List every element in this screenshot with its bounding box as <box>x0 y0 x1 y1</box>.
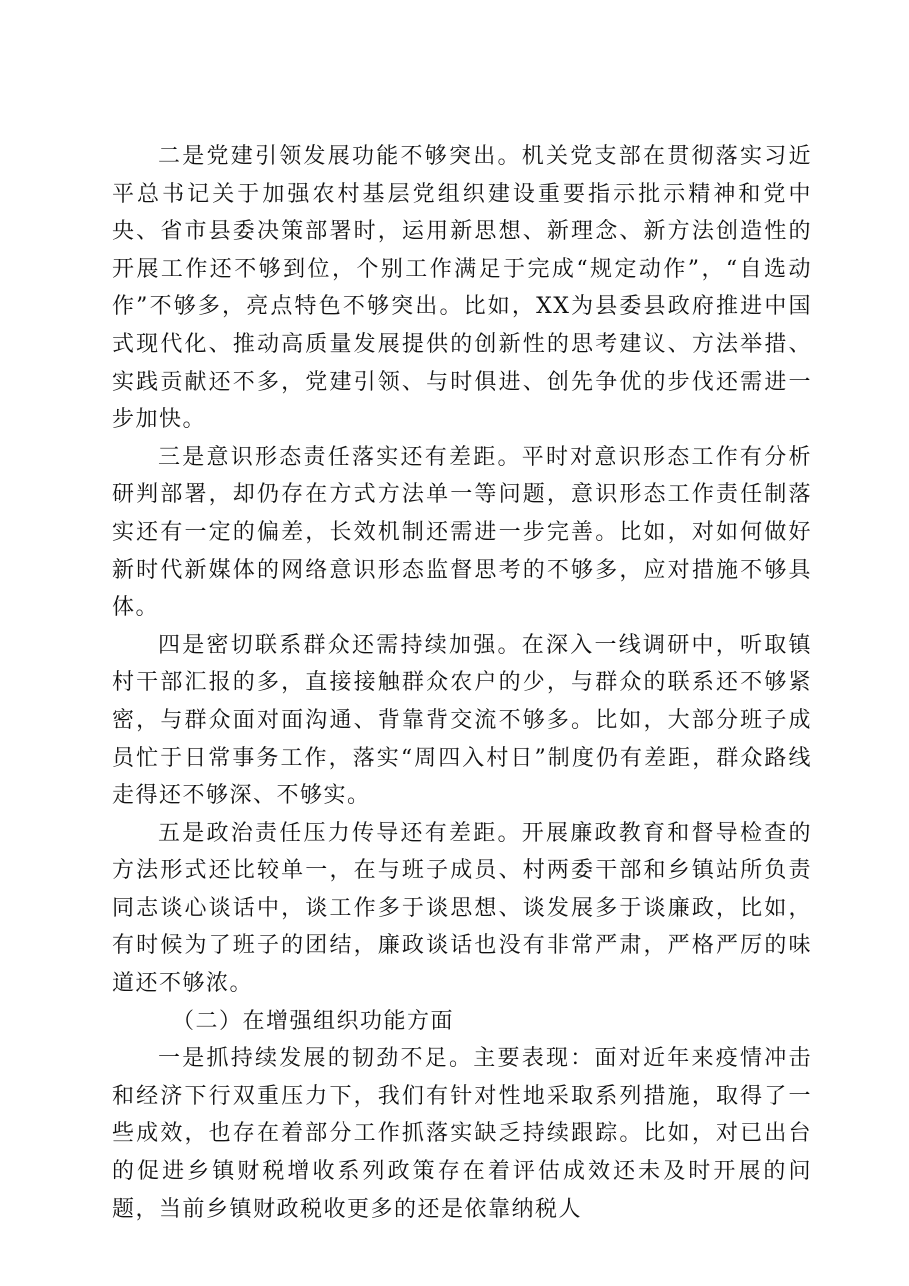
paragraph-party-building: 二是党建引领发展功能不够突出。机关党支部在贯彻落实习近平总书记关于加强农村基层党组织建设重要指示批示精神和党中央、省市县委决策部署时，运用新思想、新理念、新方法创造性的开展工作还不够到位，个别工作满足于完成“规定动作”，“自选动作”不够多，亮点特色不够突出。比如，XX为县委县政府推进中国式现代化、推动高质量发展提供的创新性的思考建议、方法举措、实践贡献还不多，党建引领、与时俱进、创先争优的步伐还需进一步加快。 <box>112 144 812 433</box>
document-page <box>112 138 812 1228</box>
paragraph-ideology: 三是意识形态责任落实还有差距。平时对意识形态工作有分析研判部署，却仍存在方式方法单一等问题，意识形态工作责任制落实还有一定的偏差，长效机制还需进一步完善。比如，对如何做好新时代新媒体的网络意识形态监督思考的不够多，应对措施不够具体。 <box>112 444 812 621</box>
paragraph-mass-contact: 四是密切联系群众还需持续加强。在深入一线调研中，听取镇村干部汇报的多，直接接触群众农户的少，与群众的联系还不够紧密，与群众面对面沟通、背靠背交流不够多。比如，大部分班子成员忙于日常事务工作，落实“周四入村日”制度仍有差距，群众路线走得还不够深、不够实。 <box>112 632 812 809</box>
section-heading: （二）在增强组织功能方面 <box>172 1008 455 1034</box>
paragraph-political-responsibility: 五是政治责任压力传导还有差距。开展廉政教育和督导检查的方法形式还比较单一，在与班子成员、村两委干部和乡镇站所负责同志谈心谈话中，谈工作多于谈思想、谈发展多于谈廉政，比如，有时候为了班子的团结，廉政谈话也没有非常严肃，严格严厉的味道还不够浓。 <box>112 820 812 997</box>
paragraph-sustained-development: 一是抓持续发展的韧劲不足。主要表现：面对近年来疫情冲击和经济下行双重压力下，我们有针对性地采取系列措施，取得了一些成效，也存在着部分工作抓落实缺乏持续跟踪。比如，对已出台的促进乡镇财税增收系列政策存在着评估成效还未及时开展的问题，当前乡镇财政税收更多的还是依靠纳税人 <box>112 1046 812 1222</box>
